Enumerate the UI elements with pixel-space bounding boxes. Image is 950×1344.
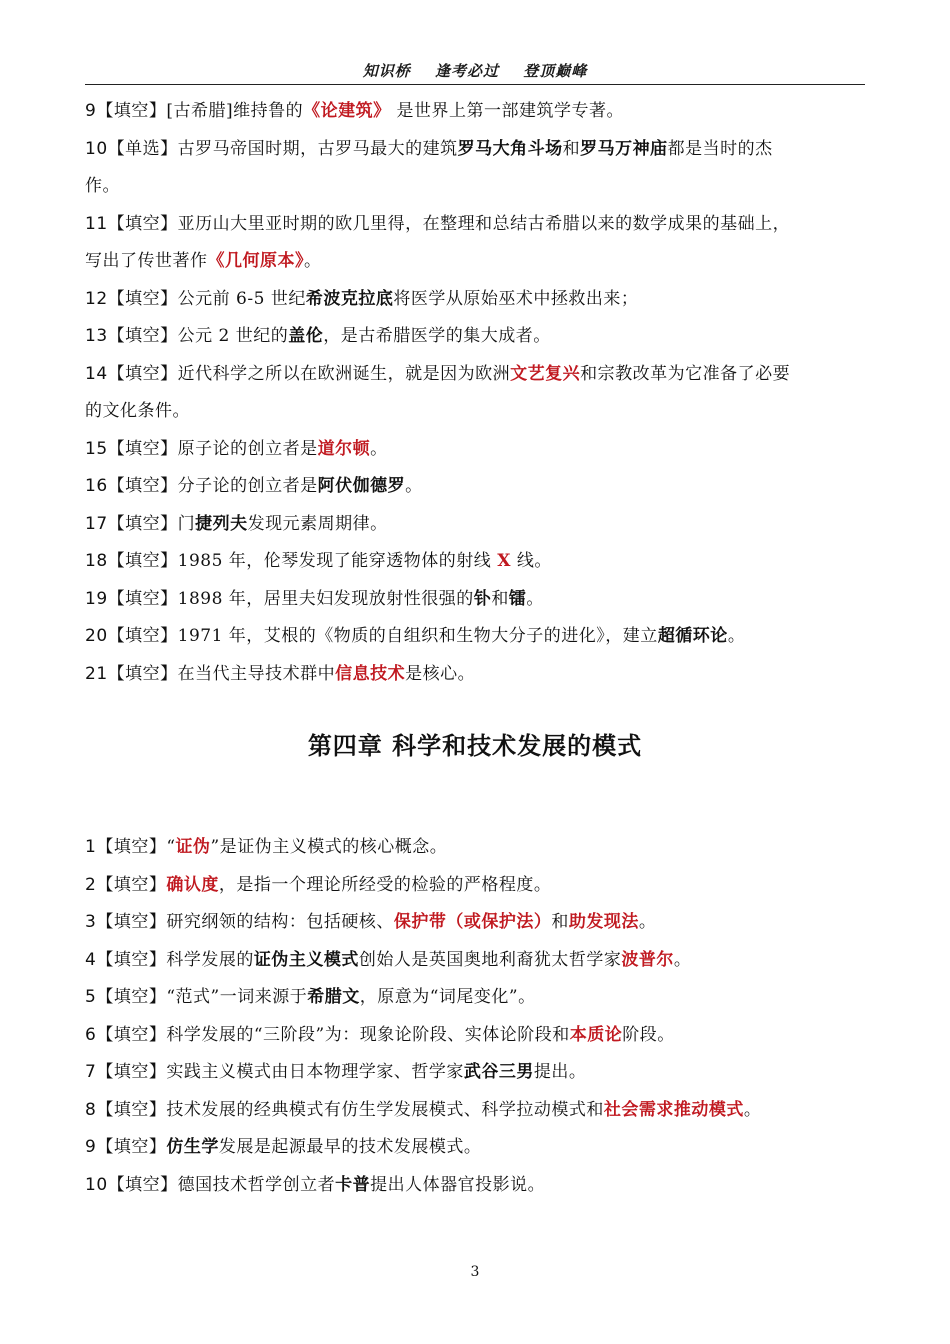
question-number: 14 bbox=[85, 363, 108, 384]
question-number: 1 bbox=[85, 837, 97, 857]
question-item bbox=[85, 281, 865, 319]
question-number: 19 bbox=[85, 588, 108, 609]
question-type-tag: 【填空】 bbox=[96, 987, 167, 1007]
question-list-2 bbox=[85, 829, 865, 1204]
chapter-title: 第四章 科学和技术发展的模式 bbox=[307, 732, 643, 760]
question-type-tag: 【填空】 bbox=[96, 837, 167, 857]
question-text: 创始人是英国奥地利裔犹太哲学家 bbox=[358, 949, 622, 970]
question-item bbox=[85, 93, 865, 131]
question-continuation bbox=[85, 393, 865, 431]
question-text: 是世界上第一部建筑学专著。 bbox=[390, 101, 624, 121]
question-item bbox=[85, 506, 865, 544]
question-text: ，是指一个理论所经受的检验的严格程度。 bbox=[218, 874, 552, 895]
answer-bold: 阿伏伽德罗 bbox=[317, 476, 406, 496]
question-number: 9 bbox=[85, 101, 97, 121]
question-text: 和 bbox=[562, 138, 581, 159]
answer-bold: 卡普 bbox=[335, 1174, 371, 1195]
question-number: 5 bbox=[85, 987, 97, 1007]
question-text: 公元前 6-5 世纪 bbox=[177, 288, 306, 309]
question-text: 是核心。 bbox=[405, 663, 476, 684]
answer-highlight: 证伪 bbox=[175, 837, 211, 857]
header-text-3: 登顶巅峰 bbox=[523, 62, 588, 80]
question-text: 提出人体器官投影说。 bbox=[370, 1174, 546, 1195]
question-type-tag: 【填空】 bbox=[107, 213, 178, 234]
question-number: 18 bbox=[85, 551, 108, 571]
question-number: 15 bbox=[85, 438, 108, 459]
question-text: 公元 2 世纪的 bbox=[177, 326, 289, 346]
answer-bold: 镭 bbox=[508, 588, 527, 609]
question-text: 都是当时的杰 bbox=[667, 138, 773, 159]
header-text-1: 知识桥 bbox=[362, 62, 411, 80]
question-item bbox=[85, 942, 865, 980]
question-item bbox=[85, 468, 865, 506]
question-type-tag: 【填空】 bbox=[96, 1024, 167, 1045]
question-text: 分子论的创立者是 bbox=[177, 476, 318, 496]
question-number: 6 bbox=[85, 1024, 97, 1045]
question-number: 13 bbox=[85, 326, 108, 346]
question-type-tag: 【填空】 bbox=[107, 288, 178, 309]
answer-highlight: X bbox=[497, 551, 511, 571]
question-text: 近代科学之所以在欧洲诞生，就是因为欧洲 bbox=[177, 363, 511, 384]
question-type-tag: 【填空】 bbox=[96, 912, 167, 932]
question-text: 门 bbox=[177, 513, 196, 534]
question-type-tag: 【填空】 bbox=[96, 949, 167, 970]
question-text: 。 bbox=[727, 626, 746, 646]
answer-highlight: 助发现法 bbox=[568, 912, 639, 932]
question-text: 发现元素周期律。 bbox=[247, 513, 388, 534]
question-type-tag: 【填空】 bbox=[107, 663, 178, 684]
question-text: 。 bbox=[304, 251, 322, 271]
question-text: 的文化条件。 bbox=[85, 401, 190, 421]
answer-highlight: 文艺复兴 bbox=[510, 363, 581, 384]
question-number: 4 bbox=[85, 949, 97, 970]
question-item bbox=[85, 829, 865, 867]
answer-bold: 武谷三男 bbox=[463, 1062, 534, 1082]
question-item bbox=[85, 206, 865, 244]
question-item bbox=[85, 431, 865, 469]
question-number: 10 bbox=[85, 1174, 108, 1195]
question-type-tag: 【填空】 bbox=[96, 1062, 167, 1082]
question-continuation bbox=[85, 243, 865, 281]
answer-highlight: 社会需求推动模式 bbox=[603, 1099, 744, 1120]
answer-bold: 希腊文 bbox=[307, 987, 360, 1007]
question-text: 科学发展的“三阶段”为：现象论阶段、实体论阶段和 bbox=[166, 1024, 570, 1045]
question-text: 作。 bbox=[85, 176, 120, 196]
answer-highlight: 波普尔 bbox=[621, 949, 674, 970]
question-text: 1985 年，伦琴发现了能穿透物体的射线 bbox=[177, 551, 498, 571]
answer-bold: 超循环论 bbox=[657, 626, 728, 646]
question-type-tag: 【填空】 bbox=[96, 1137, 167, 1157]
question-number: 3 bbox=[85, 912, 97, 932]
question-item bbox=[85, 1017, 865, 1055]
question-text: 提出。 bbox=[533, 1062, 587, 1082]
answer-bold: 捷列夫 bbox=[195, 513, 248, 534]
page-header bbox=[85, 60, 865, 81]
page-number: 3 bbox=[470, 1264, 480, 1280]
question-item bbox=[85, 618, 865, 656]
question-type-tag: 【填空】 bbox=[107, 326, 178, 346]
question-item bbox=[85, 1054, 865, 1092]
question-continuation bbox=[85, 168, 865, 206]
question-number: 2 bbox=[85, 874, 97, 895]
header-text-2: 逢考必过 bbox=[434, 62, 499, 80]
answer-highlight: 信息技术 bbox=[335, 663, 406, 684]
question-text: 。 bbox=[673, 949, 692, 970]
question-text: 写出了传世著作 bbox=[85, 251, 208, 271]
question-item bbox=[85, 318, 865, 356]
answer-highlight: 《论建筑》 bbox=[303, 101, 391, 121]
question-text: 研究纲领的结构：包括硬核、 bbox=[166, 912, 394, 932]
question-text: ，是古希腊医学的集大成者。 bbox=[323, 326, 551, 346]
question-type-tag: 【填空】 bbox=[96, 101, 167, 121]
question-item bbox=[85, 1092, 865, 1130]
answer-highlight: 《几何原本》 bbox=[207, 251, 304, 271]
question-text: 和 bbox=[491, 588, 509, 609]
question-type-tag: 【填空】 bbox=[107, 1174, 178, 1195]
question-text: 1898 年，居里夫妇发现放射性很强的 bbox=[177, 588, 474, 609]
question-text: 科学发展的 bbox=[166, 949, 254, 970]
question-item bbox=[85, 656, 865, 694]
question-text: 。 bbox=[743, 1099, 762, 1120]
question-text: 在当代主导技术群中 bbox=[177, 663, 336, 684]
question-number: 8 bbox=[85, 1099, 97, 1120]
question-item bbox=[85, 904, 865, 942]
question-number: 20 bbox=[85, 626, 108, 646]
header-divider bbox=[85, 84, 865, 85]
question-type-tag: 【填空】 bbox=[96, 874, 167, 895]
question-text: “ bbox=[166, 837, 176, 857]
question-type-tag: 【填空】 bbox=[107, 438, 178, 459]
answer-highlight: 本质论 bbox=[569, 1024, 623, 1045]
question-type-tag: 【填空】 bbox=[107, 551, 178, 571]
question-text: 古罗马帝国时期，古罗马最大的建筑 bbox=[177, 138, 458, 159]
question-number: 10 bbox=[85, 138, 108, 159]
question-list-1 bbox=[85, 93, 865, 693]
question-item bbox=[85, 867, 865, 905]
question-text: ，原意为“词尾变化”。 bbox=[359, 987, 536, 1007]
question-text: 将医学从原始巫术中拯救出来； bbox=[393, 288, 639, 309]
question-item bbox=[85, 131, 865, 169]
question-number: 16 bbox=[85, 476, 108, 496]
question-type-tag: 【填空】 bbox=[107, 626, 178, 646]
answer-bold: 罗马大角斗场 bbox=[457, 138, 563, 159]
question-type-tag: 【填空】 bbox=[96, 1099, 167, 1120]
answer-highlight: 保护带（或保护法） bbox=[393, 912, 552, 932]
answer-bold: 钋 bbox=[473, 588, 492, 609]
question-number: 9 bbox=[85, 1137, 97, 1157]
question-type-tag: 【单选】 bbox=[107, 138, 178, 159]
question-text: 线。 bbox=[510, 551, 552, 571]
question-number: 11 bbox=[85, 213, 108, 234]
answer-highlight: 确认度 bbox=[166, 874, 219, 895]
question-text: 实践主义模式由日本物理学家、哲学家 bbox=[166, 1062, 464, 1082]
question-text: 。 bbox=[370, 438, 388, 459]
question-type-tag: 【填空】 bbox=[107, 588, 178, 609]
question-number: 12 bbox=[85, 288, 108, 309]
question-type-tag: 【填空】 bbox=[107, 476, 178, 496]
answer-bold: 希波克拉底 bbox=[305, 288, 394, 309]
question-text: [古希腊]维持鲁的 bbox=[166, 101, 304, 121]
question-text: 。 bbox=[638, 912, 657, 932]
question-text: ”是证伪主义模式的核心概念。 bbox=[210, 837, 448, 857]
question-text: 。 bbox=[405, 476, 423, 496]
question-item bbox=[85, 1129, 865, 1167]
answer-bold: 证伪主义模式 bbox=[253, 949, 359, 970]
question-item bbox=[85, 356, 865, 394]
question-item bbox=[85, 543, 865, 581]
question-text: 和 bbox=[551, 912, 569, 932]
question-number: 21 bbox=[85, 663, 108, 684]
answer-bold: 罗马万神庙 bbox=[580, 138, 668, 159]
question-text: 和宗教改革为它准备了必要 bbox=[580, 363, 791, 384]
question-text: 原子论的创立者是 bbox=[177, 438, 318, 459]
question-text: “范式”一词来源于 bbox=[166, 987, 308, 1007]
question-text: 阶段。 bbox=[622, 1024, 675, 1045]
question-text: 1971 年，艾根的《物质的自组织和生物大分子的进化》，建立 bbox=[177, 626, 658, 646]
question-text: 技术发展的经典模式有仿生学发展模式、科学拉动模式和 bbox=[166, 1099, 604, 1120]
question-number: 7 bbox=[85, 1062, 97, 1082]
question-item bbox=[85, 1167, 865, 1205]
question-number: 17 bbox=[85, 513, 108, 534]
question-text: 亚历山大里亚时期的欧几里得，在整理和总结古希腊以来的数学成果的基础上， bbox=[177, 213, 791, 234]
question-item bbox=[85, 979, 865, 1017]
answer-bold: 仿生学 bbox=[166, 1137, 219, 1157]
question-type-tag: 【填空】 bbox=[107, 513, 178, 534]
answer-bold: 盖伦 bbox=[288, 326, 324, 346]
question-type-tag: 【填空】 bbox=[107, 363, 178, 384]
question-text: 。 bbox=[526, 588, 544, 609]
question-item bbox=[85, 581, 865, 619]
question-text: 德国技术哲学创立者 bbox=[177, 1174, 336, 1195]
question-text: 发展是起源最早的技术发展模式。 bbox=[218, 1137, 482, 1157]
answer-highlight: 道尔顿 bbox=[317, 438, 371, 459]
